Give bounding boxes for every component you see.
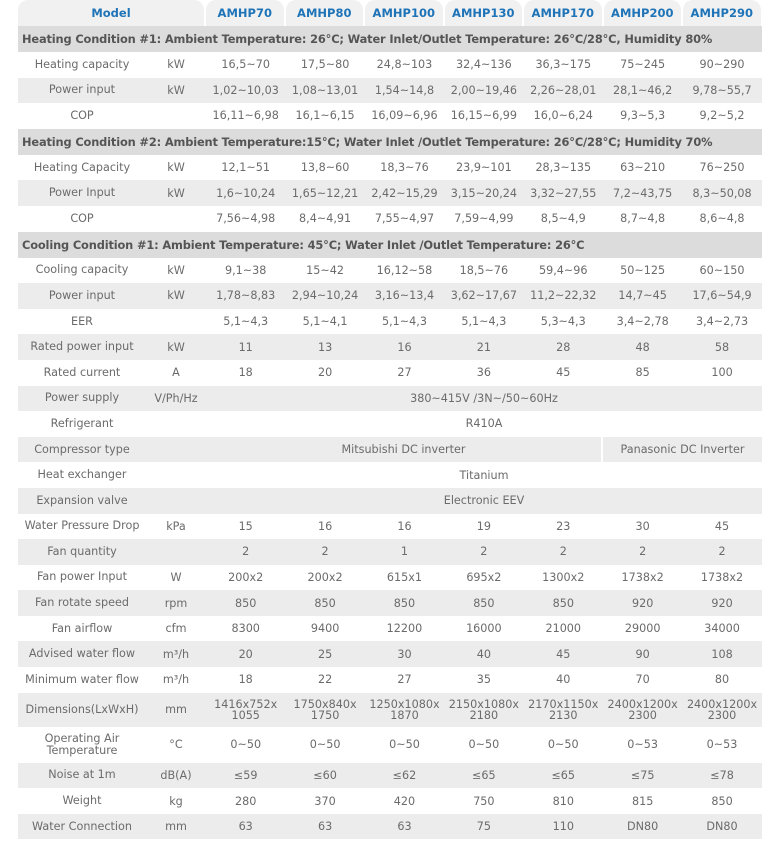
row-value: 850 bbox=[235, 596, 257, 610]
row-unit: kg bbox=[169, 794, 183, 808]
row-value: 28,1~46,2 bbox=[613, 83, 673, 97]
row-value: 30 bbox=[397, 647, 412, 661]
row-unit: cfm bbox=[165, 622, 187, 636]
row-value: 63~210 bbox=[620, 161, 666, 175]
row-value: 200x2 bbox=[307, 570, 343, 584]
model-col-amhp170: AMHP170 bbox=[524, 0, 602, 26]
row-unit: mm bbox=[165, 703, 187, 717]
row-value: 110 bbox=[552, 820, 574, 834]
operating-temp-row bbox=[18, 727, 762, 763]
row-value: 27 bbox=[397, 366, 412, 380]
row-value: DN80 bbox=[706, 820, 738, 834]
row-unit: m³/h bbox=[162, 647, 190, 661]
row-label: Power Input bbox=[48, 186, 116, 200]
row-unit: kW bbox=[167, 58, 185, 72]
row-value: 3,16~13,4 bbox=[374, 289, 435, 303]
row-value bbox=[206, 699, 285, 721]
row-label: Cooling capacity bbox=[35, 263, 129, 277]
fan-power-row bbox=[18, 565, 762, 591]
row-value: 850 bbox=[314, 596, 336, 610]
row-unit: kW bbox=[167, 186, 185, 200]
model-header: Model bbox=[18, 0, 204, 26]
row-value: 2 bbox=[718, 545, 726, 559]
row-value: 0~53 bbox=[627, 738, 659, 752]
minimum-flow-row bbox=[18, 667, 762, 693]
row-value: R410A bbox=[465, 417, 503, 431]
row-value: 2 bbox=[480, 545, 488, 559]
row-value: 70 bbox=[635, 673, 650, 687]
row-value: 1738x2 bbox=[700, 570, 744, 584]
row-label: Power input bbox=[48, 83, 116, 97]
dimension-line-2: 1870 bbox=[390, 708, 419, 722]
dimension-line-1: 2400x1200x bbox=[607, 697, 678, 711]
row-value bbox=[365, 699, 444, 721]
table-row bbox=[18, 78, 762, 104]
row-value: ≤59 bbox=[233, 768, 258, 782]
row-value: 23 bbox=[556, 519, 571, 533]
row-value: 23,9~101 bbox=[456, 161, 512, 175]
row-value: 20 bbox=[238, 647, 253, 661]
model-col-amhp130: AMHP130 bbox=[445, 0, 523, 26]
model-col-amhp290: AMHP290 bbox=[683, 0, 761, 26]
row-value: 2 bbox=[639, 545, 647, 559]
row-value: 15 bbox=[238, 519, 253, 533]
row-value: 18,3~76 bbox=[380, 161, 429, 175]
row-value bbox=[682, 699, 761, 721]
row-unit: kW bbox=[167, 289, 185, 303]
label-line-2: Temperature bbox=[46, 743, 118, 757]
row-value: 8,6~4,8 bbox=[699, 212, 745, 226]
row-unit: A bbox=[172, 366, 180, 380]
row-value: 850 bbox=[393, 596, 416, 610]
row-value: 50~125 bbox=[620, 263, 666, 277]
row-value: 5,3~4,3 bbox=[540, 315, 586, 329]
row-value: 2 bbox=[559, 545, 567, 559]
row-value: 35 bbox=[476, 673, 491, 687]
row-value: 615x1 bbox=[386, 570, 423, 584]
row-label: Water Connection bbox=[32, 819, 132, 833]
dimension-line-2: 1055 bbox=[231, 708, 260, 722]
row-value: 8,5~4,9 bbox=[540, 212, 586, 226]
row-value: 3,4~2,73 bbox=[696, 315, 749, 329]
row-label: Compressor type bbox=[34, 442, 130, 456]
row-value: ≤65 bbox=[551, 768, 576, 782]
refrigerant-row bbox=[18, 411, 762, 437]
row-value: 3,32~27,55 bbox=[530, 186, 597, 200]
model-col-amhp70: AMHP70 bbox=[206, 0, 284, 26]
row-label: Fan quantity bbox=[47, 544, 117, 558]
row-value: 3,15~20,24 bbox=[450, 186, 518, 200]
dimension-line-1: 1416x752x bbox=[214, 697, 278, 711]
row-value: 3,62~17,67 bbox=[450, 289, 518, 303]
row-value: ≤60 bbox=[313, 768, 337, 782]
row-value: 8,3~50,08 bbox=[692, 186, 752, 200]
spec-table bbox=[18, 0, 762, 839]
rated-current-row bbox=[18, 360, 762, 386]
row-label: Power supply bbox=[44, 391, 120, 405]
row-value: 16,12~58 bbox=[376, 263, 433, 277]
row-label: Refrigerant bbox=[50, 416, 114, 430]
row-value: 810 bbox=[552, 794, 574, 808]
row-value: 850 bbox=[711, 794, 733, 808]
row-value: 850 bbox=[473, 596, 495, 610]
water-connection-row bbox=[18, 814, 762, 840]
row-value: 19 bbox=[476, 519, 491, 533]
heat-exchanger-row bbox=[18, 462, 762, 488]
dimension-line-2: 2180 bbox=[469, 708, 499, 722]
row-value bbox=[444, 699, 523, 721]
row-label: Power input bbox=[48, 288, 116, 302]
condition-heading: Cooling Condition #1: Ambient Temperature: 45°C; Water Inlet /Outlet Temperature: 26°C bbox=[18, 232, 762, 258]
row-value: 2,42~15,29 bbox=[371, 186, 438, 200]
row-value: 7,2~43,75 bbox=[613, 186, 673, 200]
table-header bbox=[18, 0, 762, 26]
fan-quantity-row bbox=[18, 539, 762, 565]
table-row bbox=[18, 155, 762, 181]
row-value: 28,3~135 bbox=[535, 161, 592, 175]
row-value: 0~50 bbox=[389, 738, 420, 752]
row-unit: W bbox=[170, 570, 182, 584]
row-value: Electronic EEV bbox=[443, 494, 525, 508]
dimension-line-1: 2170x1150x bbox=[528, 697, 599, 711]
row-label: Fan power Input bbox=[36, 570, 127, 584]
row-value: 1,78~8,83 bbox=[216, 289, 276, 303]
dimension-line-2: 2300 bbox=[707, 708, 737, 722]
noise-row bbox=[18, 763, 762, 789]
row-value: 16,15~6,99 bbox=[450, 109, 518, 123]
row-value: 1,6~10,24 bbox=[216, 186, 276, 200]
dimension-line-2: 2130 bbox=[549, 708, 578, 722]
table-row bbox=[18, 283, 762, 309]
row-value: 17,5~80 bbox=[300, 58, 350, 72]
row-value: 9,2~5,2 bbox=[699, 109, 745, 123]
row-value: 63 bbox=[397, 820, 412, 834]
row-value: 16 bbox=[397, 519, 412, 533]
row-label: Dimensions(LxWxH) bbox=[25, 702, 139, 716]
dimensions-row bbox=[18, 693, 762, 727]
row-value: 45 bbox=[556, 366, 571, 380]
row-value: 108 bbox=[711, 647, 733, 661]
row-value: 76~250 bbox=[699, 161, 745, 175]
row-value: 16,11~6,98 bbox=[212, 109, 279, 123]
table-row bbox=[18, 309, 762, 335]
row-value: 18 bbox=[238, 366, 253, 380]
row-value: 85 bbox=[635, 366, 650, 380]
row-value: 28 bbox=[556, 340, 571, 354]
row-value: 17,6~54,9 bbox=[692, 289, 752, 303]
row-label: COP bbox=[70, 211, 94, 225]
row-value bbox=[524, 699, 603, 721]
row-value: 16,0~6,24 bbox=[533, 109, 593, 123]
row-value: 9,78~55,7 bbox=[692, 83, 752, 97]
row-value: 1 bbox=[400, 545, 409, 559]
condition-heading: Heating Condition #1: Ambient Temperature: 26°C; Water Inlet/Outlet Temperature: 26°C/28°C, Humidity 80% bbox=[18, 26, 762, 52]
row-unit: kW bbox=[167, 340, 185, 354]
row-value: 2 bbox=[321, 545, 329, 559]
row-value: 40 bbox=[556, 673, 571, 687]
row-value: 695x2 bbox=[466, 570, 502, 584]
row-value: 0~50 bbox=[309, 738, 341, 752]
row-value: 25 bbox=[317, 647, 333, 661]
row-value: 1,54~14,8 bbox=[374, 83, 435, 97]
row-value: 200x2 bbox=[228, 570, 264, 584]
row-value: 0~50 bbox=[230, 738, 262, 752]
row-label: EER bbox=[71, 314, 93, 328]
row-value: 14,7~45 bbox=[618, 289, 667, 303]
row-value: 12200 bbox=[386, 622, 423, 636]
row-value: 750 bbox=[473, 794, 495, 808]
row-label: Advised water flow bbox=[28, 647, 136, 661]
row-value: 9400 bbox=[310, 622, 340, 636]
row-unit: kW bbox=[167, 161, 185, 175]
row-value: 45 bbox=[714, 519, 730, 533]
row-label: Expansion valve bbox=[36, 493, 128, 507]
row-unit: kW bbox=[167, 83, 185, 97]
weight-row bbox=[18, 788, 762, 814]
row-value: 2,94~10,24 bbox=[291, 289, 359, 303]
dimension-line-1: 1250x1080x bbox=[369, 697, 440, 711]
row-value: 7,55~4,97 bbox=[374, 212, 435, 226]
row-value: 16,09~6,96 bbox=[371, 109, 438, 123]
row-value: 280 bbox=[235, 794, 257, 808]
row-label: Heating Capacity bbox=[33, 160, 131, 174]
row-value: 16 bbox=[397, 340, 412, 354]
row-value: 27 bbox=[397, 673, 412, 687]
row-value: ≤62 bbox=[392, 768, 417, 782]
model-col-amhp80: AMHP80 bbox=[286, 0, 364, 26]
row-value: 16000 bbox=[466, 622, 502, 636]
row-value: Titanium bbox=[459, 468, 509, 482]
water-pressure-row bbox=[18, 514, 762, 540]
row-value: 60~150 bbox=[699, 263, 745, 277]
model-col-amhp100: AMHP100 bbox=[365, 0, 443, 26]
row-value: 21 bbox=[476, 340, 491, 354]
row-value: 63 bbox=[317, 820, 333, 834]
row-value: 36,3~175 bbox=[535, 58, 592, 72]
fan-airflow-row bbox=[18, 616, 762, 642]
row-value: 5,1~4,1 bbox=[302, 315, 348, 329]
row-label: COP bbox=[70, 108, 94, 122]
row-value: ≤75 bbox=[630, 768, 655, 782]
row-value: ≤78 bbox=[710, 768, 734, 782]
compressor-panasonic: Panasonic DC Inverter bbox=[601, 437, 762, 463]
power-supply-row bbox=[18, 386, 762, 412]
row-value: 40 bbox=[476, 647, 491, 661]
row-value: 16,1~6,15 bbox=[295, 109, 355, 123]
table-row bbox=[18, 206, 762, 232]
dimension-line-1: 1750x840x bbox=[293, 697, 357, 711]
dimension-line-1: 2400x1200x bbox=[686, 697, 758, 711]
row-unit: kW bbox=[167, 263, 185, 277]
row-value: 13 bbox=[317, 340, 333, 354]
rated-power-row bbox=[18, 334, 762, 360]
row-value: 7,59~4,99 bbox=[454, 212, 514, 226]
row-value: 370 bbox=[314, 794, 336, 808]
row-value bbox=[603, 699, 682, 721]
row-value: 90 bbox=[635, 647, 650, 661]
row-value: 920 bbox=[711, 596, 733, 610]
row-value: 15~42 bbox=[306, 263, 345, 277]
model-col-amhp200: AMHP200 bbox=[604, 0, 682, 26]
row-value: 20 bbox=[317, 366, 333, 380]
row-value: 1,08~13,01 bbox=[291, 83, 359, 97]
row-value: 11,2~22,32 bbox=[530, 289, 597, 303]
row-value: 380~415V /3N~/50~60Hz bbox=[410, 391, 558, 405]
row-unit: m³/h bbox=[162, 673, 190, 687]
dimension-line-2: 2300 bbox=[628, 708, 657, 722]
row-value: 2,00~19,46 bbox=[450, 83, 518, 97]
row-label: Rated current bbox=[43, 365, 121, 379]
row-label: Rated power input bbox=[30, 340, 134, 354]
row-value: 1,65~12,21 bbox=[291, 186, 359, 200]
row-value: 815 bbox=[631, 794, 654, 808]
row-value: 0~50 bbox=[468, 738, 500, 752]
row-value: DN80 bbox=[627, 820, 659, 834]
row-value: 2,26~28,01 bbox=[530, 83, 597, 97]
dimension-line-2: 1750 bbox=[310, 708, 340, 722]
row-value: ≤65 bbox=[472, 768, 496, 782]
row-value: 12,1~51 bbox=[221, 161, 270, 175]
row-value: 850 bbox=[552, 596, 574, 610]
row-value: 9,3~5,3 bbox=[620, 109, 666, 123]
label-line-1: Operating Air bbox=[44, 731, 120, 745]
advised-flow-row bbox=[18, 641, 762, 667]
table-row bbox=[18, 180, 762, 206]
row-value: 3,4~2,78 bbox=[616, 315, 669, 329]
table-row bbox=[18, 258, 762, 284]
row-value: 0~50 bbox=[547, 738, 579, 752]
row-label: Fan rotate speed bbox=[35, 596, 129, 610]
fan-speed-row bbox=[18, 590, 762, 616]
row-value: 30 bbox=[635, 519, 650, 533]
row-unit: kPa bbox=[166, 519, 186, 533]
row-value: 16 bbox=[317, 519, 333, 533]
row-unit: V/Ph/Hz bbox=[154, 391, 198, 405]
row-value: 24,8~103 bbox=[376, 58, 433, 72]
row-value: 11 bbox=[238, 340, 253, 354]
row-value bbox=[285, 699, 364, 721]
row-value: 75 bbox=[476, 820, 491, 834]
row-unit: dB(A) bbox=[160, 768, 192, 782]
row-label: Heat exchanger bbox=[37, 468, 127, 482]
row-value: 9,1~38 bbox=[224, 263, 267, 277]
row-label: Minimum water flow bbox=[25, 672, 139, 686]
row-label bbox=[18, 733, 146, 757]
row-value: 36 bbox=[476, 366, 491, 380]
row-value: 5,1~4,3 bbox=[381, 315, 427, 329]
row-value: 63 bbox=[238, 820, 253, 834]
row-value: 7,56~4,98 bbox=[216, 212, 276, 226]
row-value: 420 bbox=[393, 794, 416, 808]
row-value: 18 bbox=[238, 673, 253, 687]
compressor-mitsubishi: Mitsubishi DC inverter bbox=[341, 443, 466, 457]
compressor-row bbox=[18, 437, 762, 463]
row-value: 2 bbox=[242, 545, 250, 559]
row-label: Noise at 1m bbox=[48, 768, 116, 782]
row-value: 1300x2 bbox=[542, 570, 585, 584]
row-value: 58 bbox=[714, 340, 730, 354]
row-value: 32,4~136 bbox=[456, 58, 512, 72]
row-value: 90~290 bbox=[699, 58, 745, 72]
row-value: 5,1~4,3 bbox=[461, 315, 507, 329]
row-value: 0~53 bbox=[706, 738, 738, 752]
condition-heading: Heating Condition #2: Ambient Temperature:15°C; Water Inlet /Outlet Temperature: 26°C/28°C; Humidity 70% bbox=[18, 129, 762, 155]
row-value: 1,02~10,03 bbox=[212, 83, 279, 97]
table-row bbox=[18, 52, 762, 78]
row-label: Fan airflow bbox=[51, 621, 113, 635]
row-value: 5,1~4,3 bbox=[223, 315, 269, 329]
row-unit: mm bbox=[165, 820, 187, 834]
row-label: Water Pressure Drop bbox=[24, 519, 140, 533]
row-value: 8300 bbox=[231, 622, 260, 636]
row-value: 80 bbox=[714, 673, 730, 687]
row-value: 1738x2 bbox=[621, 570, 664, 584]
row-label: Weight bbox=[62, 794, 102, 808]
dimension-line-1: 2150x1080x bbox=[448, 697, 519, 711]
row-value: 16,5~70 bbox=[221, 58, 270, 72]
row-value: 34000 bbox=[704, 622, 740, 636]
row-value: 75~245 bbox=[620, 58, 666, 72]
row-value: 45 bbox=[556, 647, 571, 661]
row-value: 59,4~96 bbox=[538, 263, 588, 277]
row-value: 21000 bbox=[545, 622, 582, 636]
row-value: 8,4~4,91 bbox=[299, 212, 352, 226]
row-value: 13,8~60 bbox=[300, 161, 350, 175]
row-value: 22 bbox=[317, 673, 333, 687]
row-unit: rpm bbox=[164, 596, 188, 610]
row-value: 18,5~76 bbox=[459, 263, 509, 277]
row-label: Heating capacity bbox=[34, 57, 130, 71]
row-value: 29000 bbox=[624, 622, 661, 636]
row-value: 100 bbox=[711, 366, 733, 380]
row-value: 920 bbox=[631, 596, 654, 610]
row-value: 8,7~4,8 bbox=[620, 212, 666, 226]
row-value: 48 bbox=[635, 340, 650, 354]
row-unit: °C bbox=[169, 738, 183, 752]
expansion-valve-row bbox=[18, 488, 762, 514]
table-row bbox=[18, 103, 762, 129]
